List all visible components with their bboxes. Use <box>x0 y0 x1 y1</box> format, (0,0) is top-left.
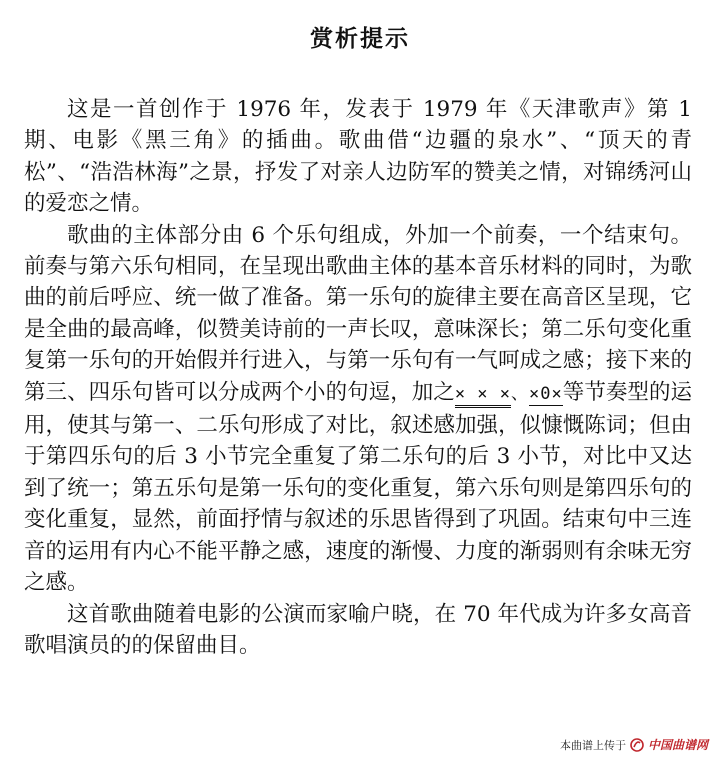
footer-watermark <box>560 736 708 753</box>
paragraph-2-part-2: 等节奏型的运用，使其与第一、二乐句形成了对比，叙述感加强，似慷慨陈词；但由于第四乐句的后 3 小节完全重复了第二乐句的后 3 小节，对比中又达到了统一；第五乐句是第一乐句的变化重复，第六乐句则是第四乐句的变化重复，显然，前面抒情与叙述的乐思皆得到了巩固。结束句中三连音的运用有内心不能平静之感，速度的渐慢、力度的渐弱则有余味无穷之感。 <box>24 379 692 596</box>
paragraph-2-part-1: 歌曲的主体部分由 6 个乐句组成，外加一个前奏，一个结束句。前奏与第六乐句相同，在呈现出歌曲主体的基本音乐材料的同时，为歌曲的前后呼应、统一做了准备。第一乐句的旋律主要在高音区呈现，它是全曲的最高峰，似赞美诗前的一声长叹，意味深长；第二乐句变化重复第一乐句的开始假并行进入，与第一乐句有一气呵成之感；接下来的第三、四乐句皆可以分成两个小的句逗，加之 <box>24 222 692 405</box>
site-logo-icon <box>630 738 644 752</box>
rhythm-pattern-1: × × × <box>455 384 511 408</box>
page-title: 赏析提示 <box>310 26 410 52</box>
article-body <box>24 94 692 661</box>
rhythm-notation <box>455 379 563 410</box>
paragraph-1: 这是一首创作于 1976 年，发表于 1979 年《天津歌声》第 1 期、电影《黑三角》的插曲。歌曲借“边疆的泉水”、“顶天的青松”、“浩浩林海”之景，抒发了对亲人边防军的赞美之情，对锦绣河山的爱恋之情。 <box>24 97 692 217</box>
paragraph-2 <box>24 220 692 599</box>
footer-text: 本曲谱上传于 <box>559 738 626 752</box>
rhythm-pattern-2: ×0× <box>529 383 563 404</box>
rhythm-separator: 、 <box>511 383 530 404</box>
site-logo-text: 中国曲谱网 <box>647 738 708 752</box>
paragraph-3: 这首歌曲随着电影的公演而家喻户晓，在 70 年代成为许多女高音歌唱演员的的保留曲目。 <box>24 601 692 658</box>
